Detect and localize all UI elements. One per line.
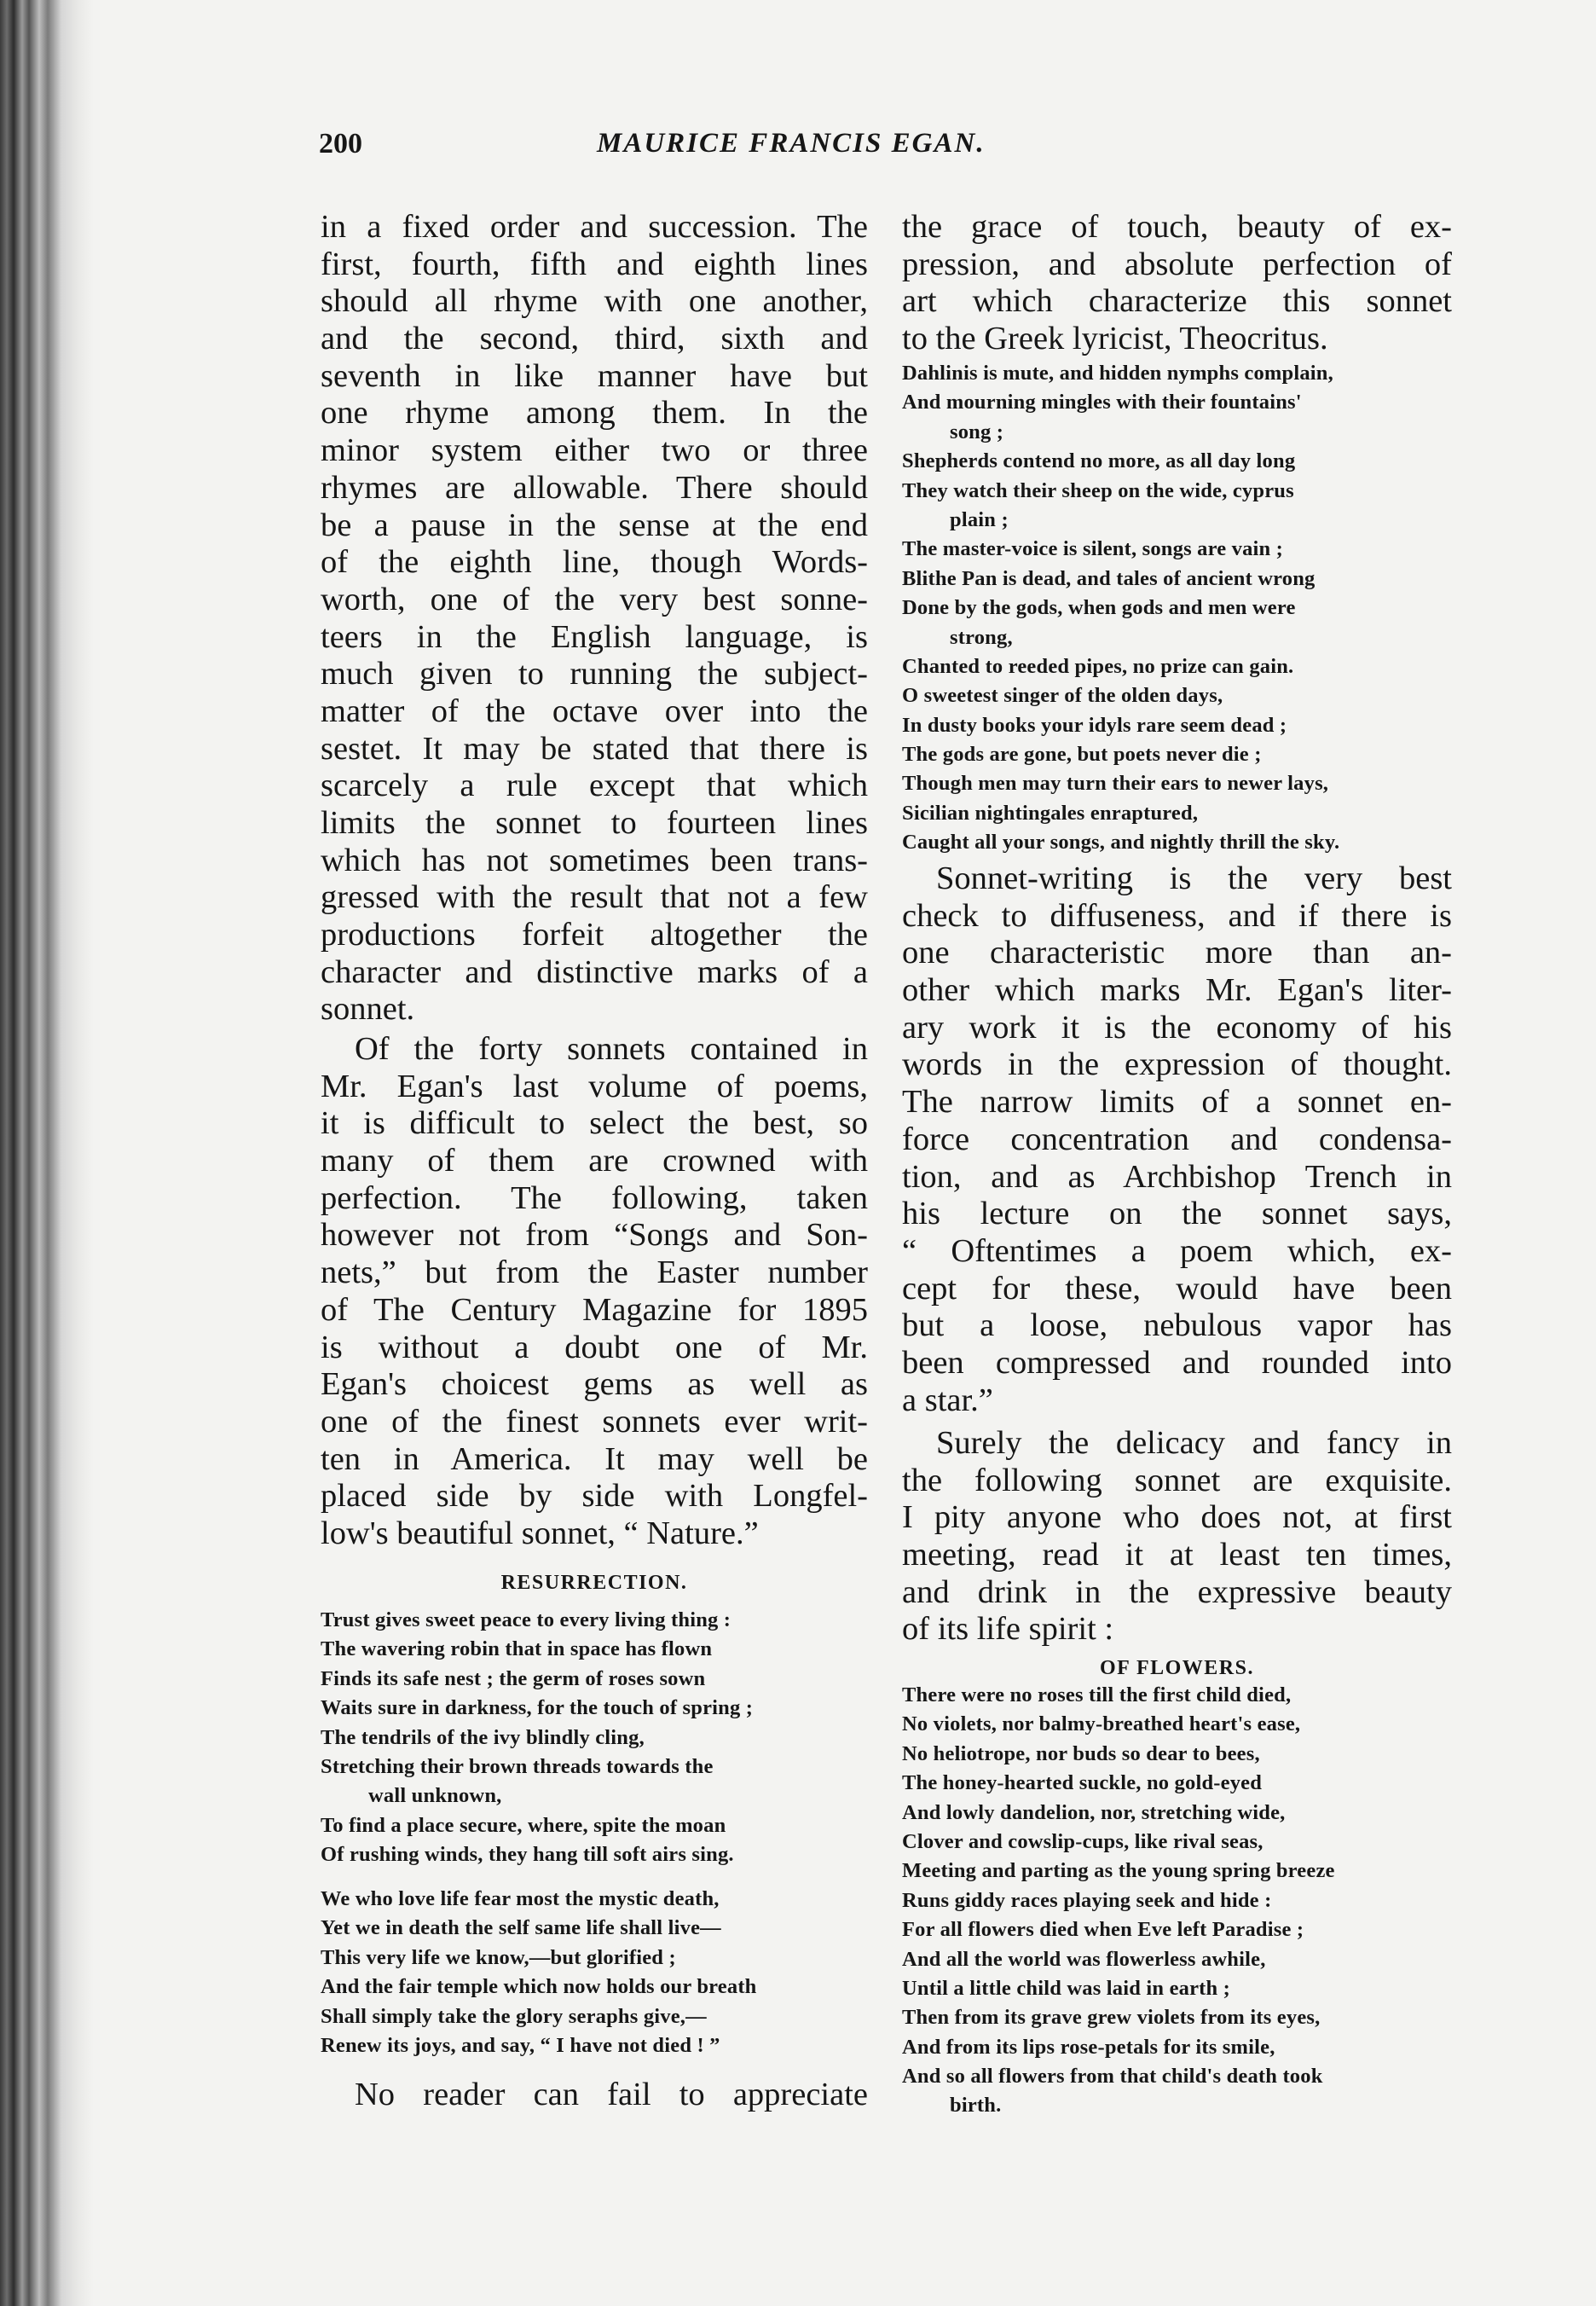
text-line: minor system either two or three: [321, 432, 868, 469]
running-title: MAURICE FRANCIS EGAN.: [597, 128, 986, 159]
poem-stanza: [321, 1606, 868, 1870]
text-line: of The Century Magazine for 1895: [321, 1291, 868, 1328]
poem-line: In dusty books your idyls rare seem dead ;: [902, 713, 1287, 737]
poem-line: Shepherds contend no more, as all day long: [902, 449, 1296, 473]
poem-line: And all the world was flowerless awhile,: [902, 1947, 1266, 1971]
text-line: sonnet.: [321, 991, 415, 1028]
poem-line: And the fair temple which now holds our breath: [321, 1975, 757, 1999]
poem-line: No violets, nor balmy-breathed heart's ease,: [902, 1712, 1301, 1736]
text-line: Mr. Egan's last volume of poems,: [321, 1068, 868, 1104]
poem-lines: [902, 1681, 1452, 2121]
poem-line: This very life we know,—but glorified ;: [321, 1945, 676, 1969]
paragraph: [321, 1031, 868, 1553]
text-line: but a loose, nebulous vapor has: [902, 1307, 1452, 1344]
text-line: No reader can fail to appreciate: [355, 2077, 868, 2112]
text-line: pression, and absolute perfection of: [902, 246, 1452, 282]
poem-line: No heliotrope, nor buds so dear to bees,: [902, 1741, 1260, 1765]
text-line: matter of the octave over into the: [321, 692, 868, 729]
poem-line: Yet we in death the self same life shall live—: [321, 1916, 721, 1940]
text-line: is without a doubt one of Mr.: [321, 1329, 868, 1365]
poem-line: The wavering robin that in space has flown: [321, 1637, 713, 1661]
poem-line: Meeting and parting as the young spring breeze: [902, 1859, 1335, 1883]
text-line: Egan's choicest gems as well as: [321, 1366, 868, 1403]
text-line: of the eighth line, though Words-: [321, 544, 868, 581]
poem-line: Though men may turn their ears to newer lays,: [902, 772, 1329, 796]
text-line: of its life spirit :: [902, 1611, 1114, 1648]
page-number: 200: [319, 128, 362, 159]
poem-line: They watch their sheep on the wide, cyprus: [902, 478, 1294, 502]
poem-line: Dahlinis is mute, and hidden nymphs complain,: [902, 362, 1333, 385]
text-line: tion, and as Archbishop Trench in: [902, 1158, 1452, 1195]
paragraph: [902, 860, 1452, 1419]
text-line: character and distinctive marks of a: [321, 953, 868, 990]
text-line: however not from “Songs and Son-: [321, 1217, 868, 1254]
poem-line: Done by the gods, when gods and men were: [902, 596, 1296, 620]
text-line: nets,” but from the Easter number: [321, 1254, 868, 1291]
text-line: “ Oftentimes a poem which, ex-: [902, 1232, 1452, 1269]
poem-line: Chanted to reeded pipes, no prize can gain.: [902, 654, 1294, 678]
text-line: the following sonnet are exquisite.: [902, 1462, 1452, 1498]
text-line: ary work it is the economy of his: [902, 1009, 1452, 1046]
poem-line: The honey-hearted suckle, no gold-eyed: [902, 1771, 1263, 1795]
text-line: Sonnet-writing is the very best: [936, 860, 1452, 896]
text-line: scarcely a rule except that which: [321, 768, 868, 804]
text-line: ten in America. It may well be: [321, 1440, 868, 1477]
poem-line: Renew its joys, and say, “ I have not died ! ”: [321, 2033, 720, 2057]
poem-line: The gods are gone, but poets never die ;: [902, 743, 1262, 767]
paragraph: [321, 2077, 868, 2114]
text-line: check to diffuseness, and if there is: [902, 897, 1452, 934]
poem-line: To find a place secure, where, spite the moan: [321, 1813, 726, 1837]
text-line: it is difficult to select the best, so: [321, 1105, 868, 1142]
poem-line: song ;: [950, 420, 1004, 443]
poem-line: Blithe Pan is dead, and tales of ancient wrong: [902, 566, 1316, 590]
text-line: I pity anyone who does not, at first: [902, 1499, 1452, 1536]
text-line: words in the expression of thought.: [902, 1046, 1452, 1083]
text-line: his lecture on the sonnet says,: [902, 1196, 1452, 1232]
text-line: much given to running the subject-: [321, 656, 868, 692]
poem-line: The tendrils of the ivy blindly cling,: [321, 1725, 645, 1749]
poem-line: Clover and cowslip-cups, like rival seas,: [902, 1829, 1264, 1853]
text-line: limits the sonnet to fourteen lines: [321, 805, 868, 841]
scan-page-edge: [0, 0, 94, 2306]
text-line: perfection. The following, taken: [321, 1179, 868, 1216]
text-line: force concentration and condensa-: [902, 1121, 1452, 1157]
text-line: sestet. It may be stated that there is: [321, 730, 868, 767]
text-line: first, fourth, fifth and eighth lines: [321, 246, 868, 282]
text-line: art which characterize this sonnet: [902, 283, 1452, 320]
text-line: many of them are crowned with: [321, 1143, 868, 1179]
poem-line: And so all flowers from that child's death took: [902, 2065, 1323, 2089]
poem-line: Stretching their brown threads towards the: [321, 1754, 714, 1778]
text-line: been compressed and rounded into: [902, 1344, 1452, 1381]
poem-line: O sweetest singer of the olden days,: [902, 684, 1223, 708]
text-line: The narrow limits of a sonnet en-: [902, 1084, 1452, 1121]
text-line: which has not sometimes been trans-: [321, 842, 868, 878]
poem-lines: [902, 359, 1452, 858]
poem-line: Trust gives sweet peace to every living thing :: [321, 1608, 732, 1631]
paragraph: [902, 1425, 1452, 1648]
text-line: should all rhyme with one another,: [321, 283, 868, 320]
text-line: in a fixed order and succession. The: [321, 209, 868, 245]
text-line: low's beautiful sonnet, “ Nature.”: [321, 1515, 759, 1551]
text-line: rhymes are allowable. There should: [321, 469, 868, 506]
poem-stanza: [321, 1885, 868, 2060]
paragraph: [902, 209, 1452, 358]
text-line: cept for these, would have been: [902, 1270, 1452, 1307]
text-line: other which marks Mr. Egan's liter-: [902, 972, 1452, 1009]
poem-line: And lowly dandelion, nor, stretching wide,: [902, 1800, 1286, 1824]
poem-line: Then from its grave grew violets from its eyes,: [902, 2006, 1321, 2030]
poem-line: And mourning mingles with their fountains': [902, 391, 1302, 414]
text-line: be a pause in the sense at the end: [321, 507, 868, 543]
text-line: teers in the English language, is: [321, 618, 868, 655]
text-line: gressed with the result that not a few: [321, 879, 868, 916]
text-line: to the Greek lyricist, Theocritus.: [902, 321, 1328, 357]
poem-title-resurrection: RESURRECTION.: [500, 1572, 688, 1594]
poem-line: Until a little child was laid in earth ;: [902, 1976, 1231, 2000]
poem-line: Runs giddy races playing seek and hide :: [902, 1888, 1272, 1912]
poem-line: For all flowers died when Eve left Paradise ;: [902, 1918, 1304, 1942]
text-line: a star.”: [902, 1382, 993, 1418]
text-line: one rhyme among them. In the: [321, 395, 868, 432]
poem-title-of-flowers: OF FLOWERS.: [1100, 1657, 1254, 1679]
poem-line: wall unknown,: [368, 1784, 502, 1808]
text-line: one characteristic more than an-: [902, 935, 1452, 971]
poem-line: And from its lips rose-petals for its smile,: [902, 2035, 1275, 2059]
poem-line: strong,: [950, 625, 1013, 649]
text-line: and the second, third, sixth and: [321, 321, 868, 357]
poem-line: birth.: [950, 2094, 1002, 2118]
poem-line: There were no roses till the first child died,: [902, 1683, 1292, 1706]
poem-line: Sicilian nightingales enraptured,: [902, 801, 1199, 825]
text-line: Surely the delicacy and fancy in: [936, 1425, 1452, 1461]
paragraph: [321, 209, 868, 1028]
text-line: placed side by side with Longfel-: [321, 1478, 868, 1515]
text-line: meeting, read it at least ten times,: [902, 1537, 1452, 1573]
text-line: and drink in the expressive beauty: [902, 1573, 1452, 1610]
text-line: Of the forty sonnets contained in: [355, 1031, 868, 1067]
text-line: worth, one of the very best sonne-: [321, 581, 868, 617]
poem-line: Waits sure in darkness, for the touch of spring ;: [321, 1696, 754, 1720]
text-line: seventh in like manner have but: [321, 357, 868, 394]
poem-line: Finds its safe nest ; the germ of roses sown: [321, 1666, 706, 1690]
text-line: the grace of touch, beauty of ex-: [902, 209, 1452, 245]
text-line: productions forfeit altogether the: [321, 917, 868, 953]
poem-line: We who love life fear most the mystic death,: [321, 1887, 720, 1910]
poem-line: Caught all your songs, and nightly thrill the sky.: [902, 831, 1340, 855]
poem-line: The master-voice is silent, songs are vain ;: [902, 537, 1284, 561]
poem-line: plain ;: [950, 507, 1009, 531]
text-line: one of the finest sonnets ever writ-: [321, 1403, 868, 1440]
poem-line: Shall simply take the glory seraphs give,—: [321, 2004, 707, 2028]
poem-line: Of rushing winds, they hang till soft airs sing.: [321, 1843, 734, 1867]
